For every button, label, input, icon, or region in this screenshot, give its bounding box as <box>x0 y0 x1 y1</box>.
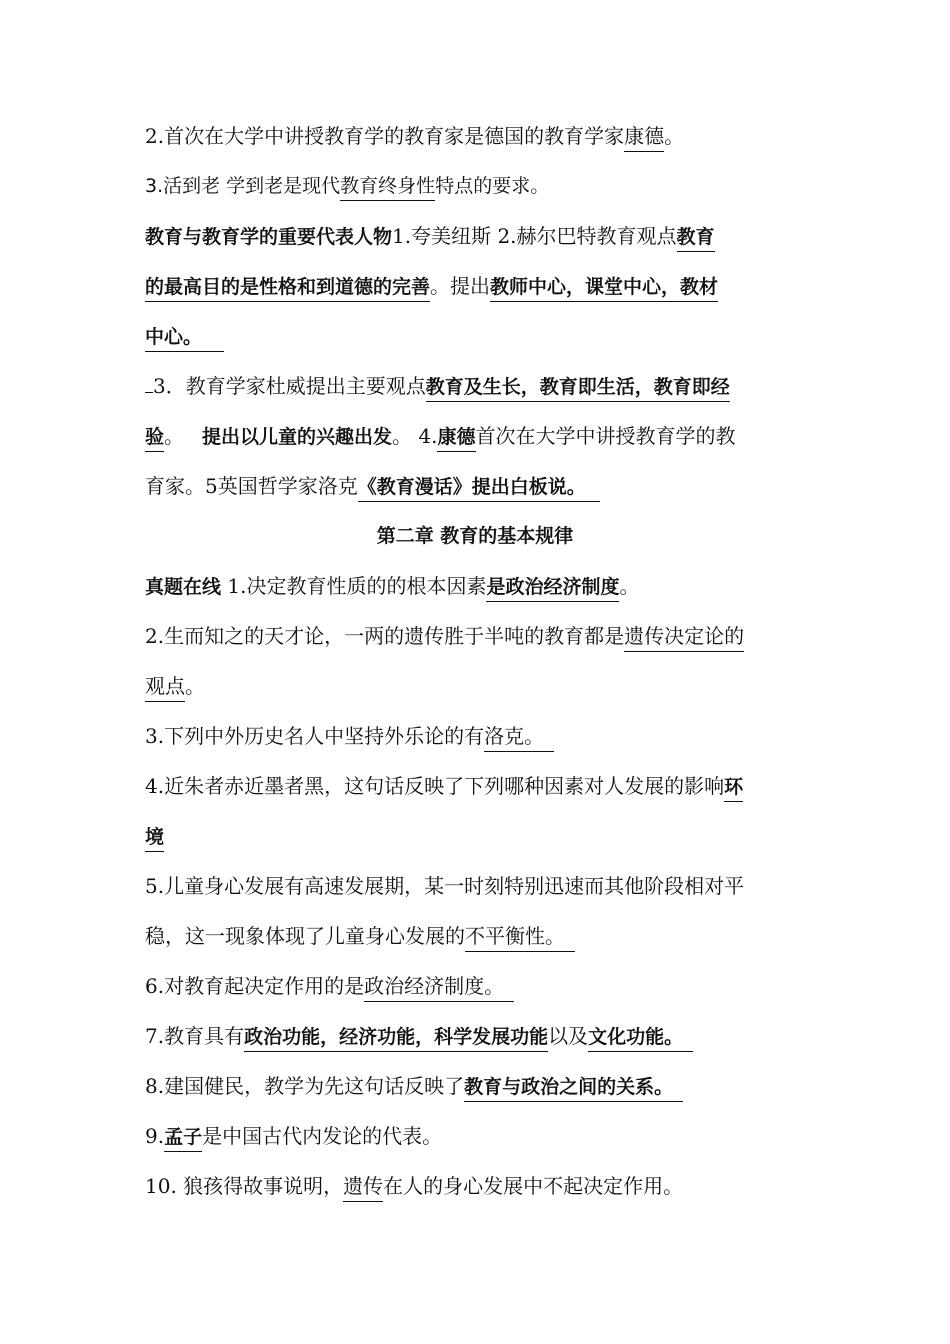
answer-underlined: 康德 <box>437 426 475 452</box>
answer-underlined: 教育 <box>677 226 715 252</box>
answer-underlined: 康德 <box>624 124 664 152</box>
s1-q3-line: 3.活到老 学到老是现代教育终身性特点的要求。 <box>145 173 549 199</box>
answer-underlined: 教育终身性 <box>340 175 435 201</box>
answer-underlined: 教育与政治之间的关系。 <box>464 1076 683 1102</box>
answer-underlined: 遗传决定论的 <box>624 624 744 652</box>
ch2-q8-line: 8.建国健民，教学为先这句话反映了教育与政治之间的关系。 <box>145 1073 683 1100</box>
answer-underlined: 政治经济制度。 <box>364 974 514 1002</box>
answer-underlined: 是政治经济制度 <box>486 576 619 602</box>
rep-line-1: 教育与教育学的重要代表人物1.夸美纽斯 2.赫尔巴特教育观点教育 <box>145 223 715 250</box>
q-text: 2.首次在大学中讲授教育学的教育家是德国的教育学家 <box>145 124 625 148</box>
answer-underlined: 孟子 <box>164 1126 202 1152</box>
section-title: 教育与教育学的重要代表人物 <box>145 226 393 248</box>
rep-line-4: 3．教育学家杜威提出主要观点教育及生长，教育即生活，教育即经 <box>145 373 730 400</box>
ch2-q6-line: 6.对教育起决定作用的是政治经济制度。 <box>145 973 514 999</box>
answer-underlined: 政治功能，经济功能，科学发展功能 <box>244 1026 548 1052</box>
rep-line-2: 的最高目的是性格和到道德的完善。提出教师中心，课堂中心，教材 <box>145 273 718 300</box>
ch2-q4-line-1: 4.近朱者赤近墨者黑，这句话反映了下列哪种因素对人发展的影响环 <box>145 773 743 800</box>
blank-underline <box>145 389 153 393</box>
bold-phrase: 提出以儿童的兴趣出发 <box>202 426 393 448</box>
answer-underlined: 文化功能。 <box>588 1026 693 1052</box>
rep-line-6: 育家。5英国哲学家洛克《教育漫话》提出白板说。 <box>145 473 600 500</box>
s1-q2-line: 2.首次在大学中讲授教育学的教育家是德国的教育学家康德。 <box>145 123 684 149</box>
answer-underlined: 《教育漫话》提出白板说。 <box>358 476 600 502</box>
ch2-q10-line: 10. 狼孩得故事说明，遗传在人的身心发展中不起决定作用。 <box>145 1173 683 1199</box>
answer-underlined: 不平衡性。 <box>465 924 575 952</box>
answer-underlined: 观点 <box>145 674 185 702</box>
answer-underlined: 环 <box>724 776 743 802</box>
ch2-q5-line-2: 稳，这一现象体现了儿童身心发展的不平衡性。 <box>145 923 575 949</box>
answer-underlined: 洛克。 <box>484 724 554 752</box>
answer-underlined: 遗传 <box>343 1174 383 1202</box>
ch2-q7-line: 7.教育具有政治功能，经济功能，科学发展功能以及文化功能。 <box>145 1023 693 1050</box>
answer-underlined: 教师中心，课堂中心，教材 <box>490 276 718 302</box>
section-title: 真题在线 <box>145 576 222 598</box>
rep-line-3 <box>145 323 224 350</box>
answer-underlined: 验 <box>145 426 164 452</box>
answer-underlined: 教育及生长，教育即生活，教育即经 <box>426 376 730 402</box>
answer-underlined: 的最高目的是性格和到道德的完善 <box>145 276 430 302</box>
ch2-q4-line-2 <box>145 823 164 850</box>
chapter-heading: 第二章 教育的基本规律 <box>376 525 574 547</box>
answer-underlined: 中心。 <box>145 326 224 352</box>
ch2-q3-line: 3.下列中外历史名人中坚持外乐论的有洛克。 <box>145 723 554 749</box>
ch2-q9-line: 9.孟子是中国古代内发论的代表。 <box>145 1123 442 1150</box>
rep-line-5: 验。 提出以儿童的兴趣出发。 4.康德首次在大学中讲授教育学的教 <box>145 423 736 450</box>
answer-underlined: 境 <box>145 826 164 852</box>
ch2-q2-line-2: 观点。 <box>145 673 205 699</box>
ch2-intro-line: 真题在线 1.决定教育性质的的根本因素是政治经济制度。 <box>145 573 639 600</box>
ch2-q2-line-1: 2.生而知之的天才论，一两的遗传胜于半吨的教育都是遗传决定论的 <box>145 623 744 649</box>
ch2-q5-line-1: 5.儿童身心发展有高速发展期，某一时刻特别迅速而其他阶段相对平 <box>145 874 745 898</box>
